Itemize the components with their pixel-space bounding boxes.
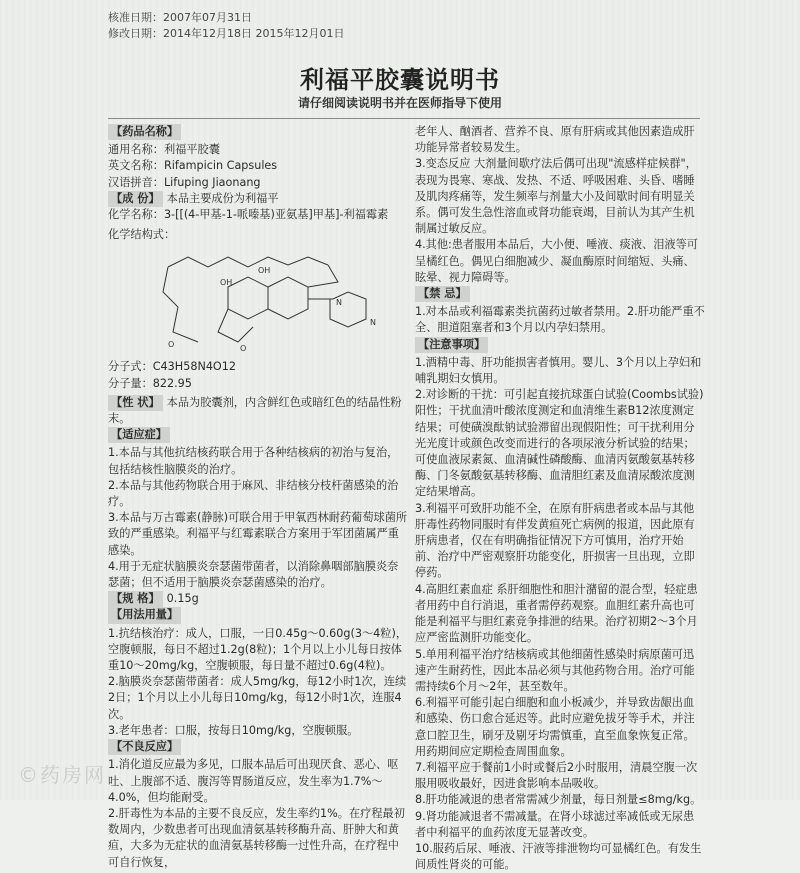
molecular-formula: 分子式：C43H58N4O12 xyxy=(108,360,236,374)
left-column xyxy=(108,124,408,871)
approval-date: 核准日期：2007年07月31日 xyxy=(108,11,252,24)
caution-item: 8.肝功能减退的患者常需减少剂量，每日剂量≤8mg/kg。 xyxy=(415,793,702,807)
adverse-item: 2.肝毒性为本品的主要不良反应，发生率约1%。在疗程最初数周内，少数患者可出现血清氨基转移酶升高、肝肿大和黄疸，大多为无症状的血清氨基转移酶一过性升高，在疗程中可自行恢复， xyxy=(108,806,405,869)
caution-item: 7.利福平应于餐前1小时或餐后2小时服用，清晨空腹一次服用吸收最好，因进食影响本品吸收。 xyxy=(415,760,698,791)
contraindication-text: 1.对本品或利福霉素类抗菌药过敏者禁用。2.肝功能严重不全、胆道阻塞者和3个月以内孕妇禁用。 xyxy=(415,305,705,335)
molecular-weight: 分子量：822.95 xyxy=(108,376,192,390)
indication-item: 4.用于无症状脑膜炎奈瑟菌带菌者，以消除鼻咽部脑膜炎奈瑟菌；但不适用于脑膜炎奈瑟菌感染的治疗。 xyxy=(108,559,399,590)
caution-item: 10.服药后尿、唾液、汗液等排泄物均可显橘红色。有发生间质性肾炎的可能。 xyxy=(415,841,702,872)
caution-item: 6.利福平可能引起白细胞和血小板减少，并导致齿龈出血和感染、伤口愈合延迟等。此时应避免拔牙等手术，并注意口腔卫生，刷牙及剔牙均需慎重，直至血象恢复正常。用药期间应定期检查周围血象。 xyxy=(415,696,695,758)
caution-item: 2.对诊断的干扰：可引起直接抗球蛋白试验(Coombs试验)阳性；干扰血清叶酸浓度测定和血清维生素B12浓度测定结果；可使磺溴酞钠试验滞留出现假阳性；可干扰利用分光光度计或颜色改变而进行的各项尿液分析试验的结果；可使血液尿素氮、血清碱性磷酸酶、血清丙氨酸氨基转移酶、门冬氨酸氨基转移酶、血清胆红素及血清尿酸浓度测定结果增高。 xyxy=(415,388,704,499)
caution-item: 9.肾功能减退者不需减量。在肾小球滤过率减低或无尿患者中利福平的血药浓度无显著改变。 xyxy=(415,809,695,839)
svg-text:OH: OH xyxy=(258,266,271,276)
pinyin-name: 汉语拼音：Lifuping Jiaonang xyxy=(108,175,261,189)
adverse-heading: 【不良反应】 xyxy=(108,739,181,755)
generic-name: 通用名称：利福平胶囊 xyxy=(108,143,220,157)
usage-item: 3.老年患者：口服，按每日10mg/kg，空腹顿服。 xyxy=(108,723,359,737)
svg-text:O: O xyxy=(240,344,247,354)
approval-header xyxy=(108,10,408,44)
watermark: ©药房网 xyxy=(18,763,106,787)
caution-heading: 【注意事项】 xyxy=(415,337,488,353)
drug-name-heading: 【药品名称】 xyxy=(108,124,181,140)
svg-text:O: O xyxy=(168,340,175,350)
chemical-structure xyxy=(108,247,408,357)
character-heading: 【性 状】 xyxy=(108,395,163,411)
document-title: 利福平胶囊说明书 xyxy=(300,66,500,94)
structure-diagram xyxy=(108,247,408,357)
caution-item: 4.高胆红素血症 系肝细胞性和胆汁潴留的混合型，轻症患者用药中自行消退，重者需停药观察。血胆红素升高也可能是利福平与胆红素竞争排泄的结果。治疗初期2～3个月应严密监测肝功能变化。 xyxy=(415,582,698,645)
indication-item: 3.本品与万古霉素(静脉)可联合用于甲氧西林耐药葡萄球菌所致的严重感染。利福平与红霉素联合方案用于军团菌属严重感染。 xyxy=(108,511,408,557)
composition-heading: 【成 份】 xyxy=(108,191,163,207)
svg-text:N: N xyxy=(370,318,376,328)
usage-item: 1.抗结核治疗：成人，口服，一日0.45g～0.60g(3～4粒)，空腹顿服，每日不超过1.2g(8粒)；1个月以上小儿每日按体重10～20mg/kg，空腹顿服，每日量不超过0.6g(4粒)。 xyxy=(108,626,408,673)
adverse-item: 3.变态反应 大剂量间歇疗法后偶可出现"流感样症候群"，表现为畏寒、寒战、发热、不适、呼吸困难、头昏、嗜睡及肌肉疼痛等，发生频率与剂量大小及间歇时间有明显关系。偶可发生急性溶血或肾功能衰竭，目前认为其产生机制属过敏反应。 xyxy=(415,157,697,236)
svg-text:OH: OH xyxy=(220,278,233,288)
composition-text: 本品主要成份为利福平 xyxy=(166,191,279,205)
english-name: 英文名称：Rifampicin Capsules xyxy=(108,159,278,173)
spec-text: 0.15g xyxy=(166,592,199,606)
usage-item: 2.脑膜炎奈瑟菌带菌者：成人5mg/kg，每12小时1次，连续2日；1个月以上小儿每日10mg/kg，每12小时1次，连服4次。 xyxy=(108,675,407,721)
indication-item: 2.本品与其他药物联合用于麻风、非结核分枝杆菌感染的治疗。 xyxy=(108,478,399,509)
document-subtitle: 请仔细阅读说明书并在医师指导下使用 xyxy=(297,96,502,110)
usage-heading: 【用法用量】 xyxy=(108,607,181,623)
contraindication-heading: 【禁 忌】 xyxy=(415,286,470,302)
indication-item: 1.本品与其他抗结核药联合用于各种结核病的初治与复治，包括结核性脑膜炎的治疗。 xyxy=(108,446,399,476)
svg-text:N: N xyxy=(336,298,342,308)
revision-date: 修改日期：2014年12月18日 2015年12月01日 xyxy=(108,27,345,40)
indication-heading: 【适应症】 xyxy=(108,427,170,443)
title-divider xyxy=(108,118,700,119)
caution-item: 1.酒精中毒、肝功能损害者慎用。婴儿、3个月以上孕妇和哺乳期妇女慎用。 xyxy=(415,355,702,386)
caution-item: 3.利福平可致肝功能不全，在原有肝病患者或本品与其他肝毒性药物同服时有伴发黄疸死亡病例的报道，因此原有肝病患者，仅在有明确指征情况下方可慎用，治疗开始前、治疗中严密观察肝功能变化，肝损害一旦出现，立即停药。 xyxy=(415,501,695,580)
right-column xyxy=(415,124,705,873)
adverse-continued: 老年人、酗酒者、营养不良、原有肝病或其他因素造成肝功能异常者较易发生。 xyxy=(415,125,695,155)
spec-heading: 【规 格】 xyxy=(108,591,163,607)
structure-label: 化学结构式： xyxy=(108,228,176,242)
chemical-name: 化学名称：3-[[(4-甲基-1-哌嗪基)亚氨基]甲基]-利福霉素 xyxy=(108,208,389,222)
adverse-item: 1.消化道反应最为多见，口服本品后可出现厌食、恶心、呕吐、上腹部不适、腹泻等胃肠道反应，发生率为1.7%～4.0%，但均能耐受。 xyxy=(108,758,399,804)
adverse-item: 4.其他:患者服用本品后，大小便、唾液、痰液、泪液等可呈橘红色。偶见白细胞减少、凝血酶原时间缩短、头痛、眩晕、视力障碍等。 xyxy=(415,238,698,284)
caution-item: 5.单用利福平治疗结核病或其他细菌性感染时病原菌可迅速产生耐药性，因此本品必须与其他药物合用。治疗可能需持续6个月～2年，甚至数年。 xyxy=(415,647,695,693)
character-text: 本品为胶囊剂，内含鲜红色或暗红色的结晶性粉末。 xyxy=(108,395,402,426)
